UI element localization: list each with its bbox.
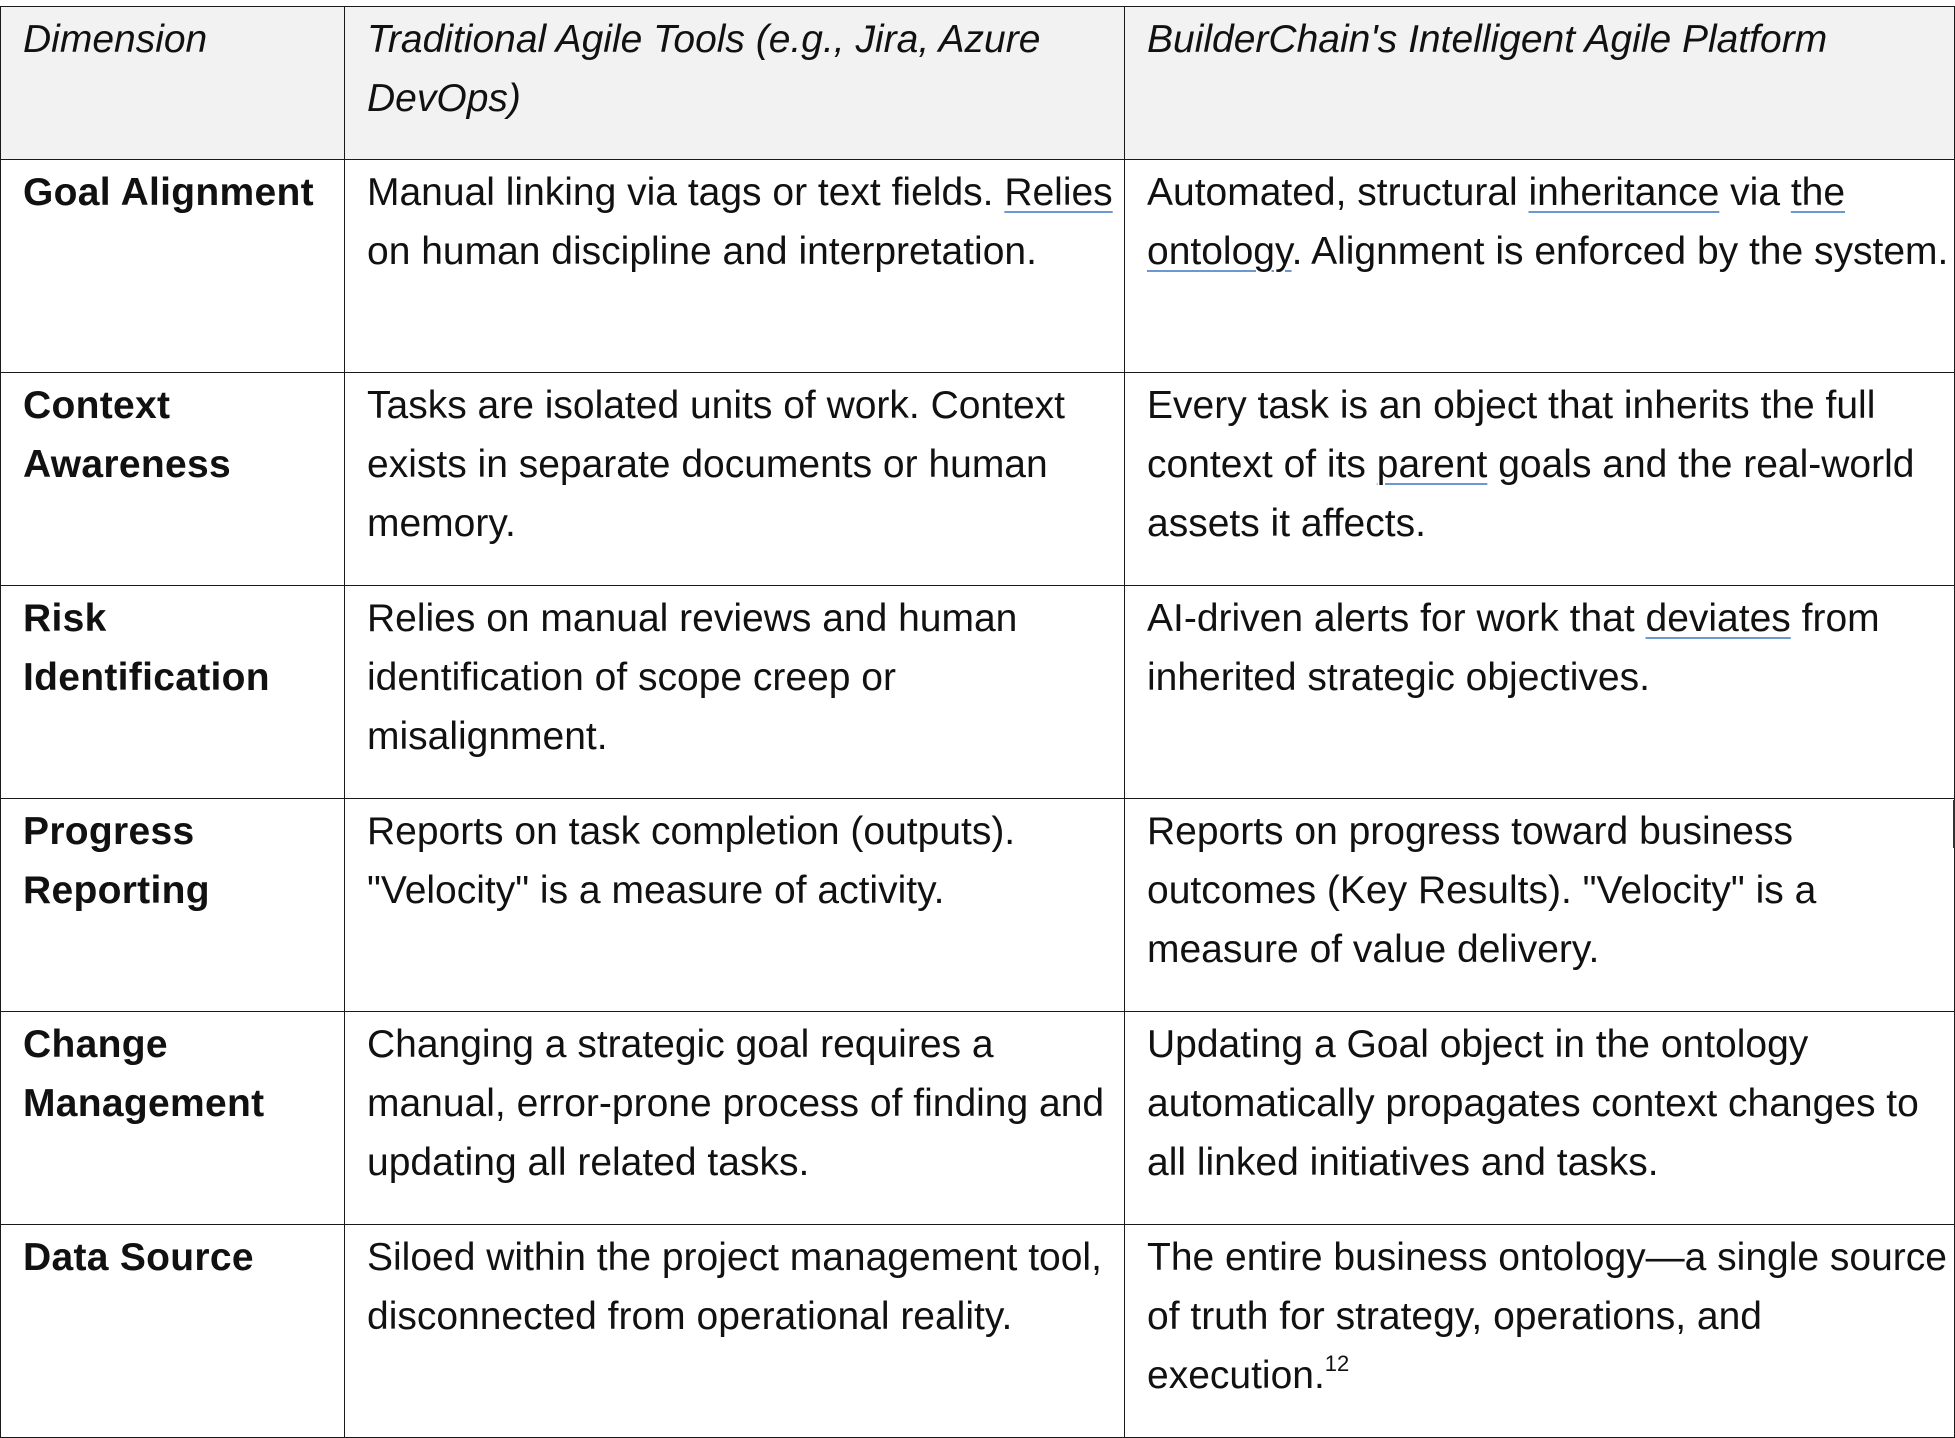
comparison-table bbox=[0, 6, 1955, 1438]
table-row bbox=[1, 373, 1955, 586]
builderchain-cell bbox=[1125, 1225, 1955, 1438]
dimension-cell: Change Management bbox=[1, 1012, 345, 1225]
proofing-underlined-word: the ontology bbox=[1147, 171, 1846, 273]
traditional-cell bbox=[345, 586, 1125, 799]
dimension-cell: Progress Reporting bbox=[1, 799, 345, 1012]
cell-text: Relies on manual reviews and human identification of scope creep or misalignment. bbox=[367, 597, 1018, 758]
dimension-cell: Data Source bbox=[1, 1225, 345, 1438]
cell-text: on human discipline and interpretation. bbox=[367, 230, 1037, 273]
traditional-cell bbox=[345, 799, 1125, 1012]
cell-text: Automated, structural bbox=[1147, 171, 1529, 214]
cell-text: AI-driven alerts for work that bbox=[1147, 597, 1646, 640]
cell-text: Reports on progress toward business outcomes (Key Results). "Velocity" is a measure of value delivery. bbox=[1147, 810, 1817, 971]
cell-text: via bbox=[1719, 171, 1791, 214]
document-page bbox=[0, 6, 1955, 1438]
traditional-cell bbox=[345, 160, 1125, 373]
builderchain-cell bbox=[1125, 586, 1955, 799]
proofing-underlined-word: inheritance bbox=[1528, 171, 1720, 214]
cell-text: Tasks are isolated units of work. Context exists in separate documents or human memory. bbox=[367, 384, 1065, 545]
traditional-cell bbox=[345, 1225, 1125, 1438]
dimension-cell: Context Awareness bbox=[1, 373, 345, 586]
cell-text: Changing a strategic goal requires a manual, error-prone process of finding and updating all related tasks. bbox=[367, 1023, 1105, 1184]
proofing-underlined-word: deviates bbox=[1645, 597, 1791, 640]
cell-text: from inherited strategic objectives. bbox=[1147, 597, 1880, 699]
cell-text: Updating a Goal object in the ontology automatically propagates context changes to all linked initiatives and tasks. bbox=[1147, 1023, 1919, 1184]
footnote-reference[interactable]: 12 bbox=[1324, 1351, 1350, 1376]
table-row bbox=[1, 1225, 1955, 1438]
table-row bbox=[1, 160, 1955, 373]
table-row bbox=[1, 799, 1955, 1012]
cell-text: Siloed within the project management tool, disconnected from operational reality. bbox=[367, 1236, 1102, 1338]
header-dimension: Dimension bbox=[1, 7, 345, 160]
cell-text: Manual linking via tags or text fields. bbox=[367, 171, 1005, 214]
builderchain-cell bbox=[1125, 1012, 1955, 1225]
traditional-cell bbox=[345, 1012, 1125, 1225]
builderchain-cell bbox=[1125, 373, 1955, 586]
dimension-cell: Goal Alignment bbox=[1, 160, 345, 373]
traditional-cell bbox=[345, 373, 1125, 586]
header-builderchain-platform: BuilderChain's Intelligent Agile Platform bbox=[1125, 7, 1955, 160]
dimension-cell: Risk Identification bbox=[1, 586, 345, 799]
cell-text: goals and the real-world assets it affects. bbox=[1147, 443, 1915, 545]
builderchain-cell bbox=[1125, 160, 1955, 373]
table-row bbox=[1, 586, 1955, 799]
cell-text: The entire business ontology—a single source of truth for strategy, operations, and execution. bbox=[1147, 1236, 1947, 1397]
proofing-underlined-word: parent bbox=[1376, 443, 1488, 486]
cell-text: Every task is an object that inherits the full context of its bbox=[1147, 384, 1876, 486]
cell-text: Reports on task completion (outputs). "Velocity" is a measure of activity. bbox=[367, 810, 1016, 912]
builderchain-cell bbox=[1125, 799, 1955, 1012]
table-header-row bbox=[1, 7, 1955, 160]
cell-text: . Alignment is enforced by the system. bbox=[1291, 230, 1949, 273]
table-row bbox=[1, 1012, 1955, 1225]
proofing-underlined-word: Relies bbox=[1004, 171, 1113, 214]
header-traditional-tools: Traditional Agile Tools (e.g., Jira, Azure DevOps) bbox=[345, 7, 1125, 160]
